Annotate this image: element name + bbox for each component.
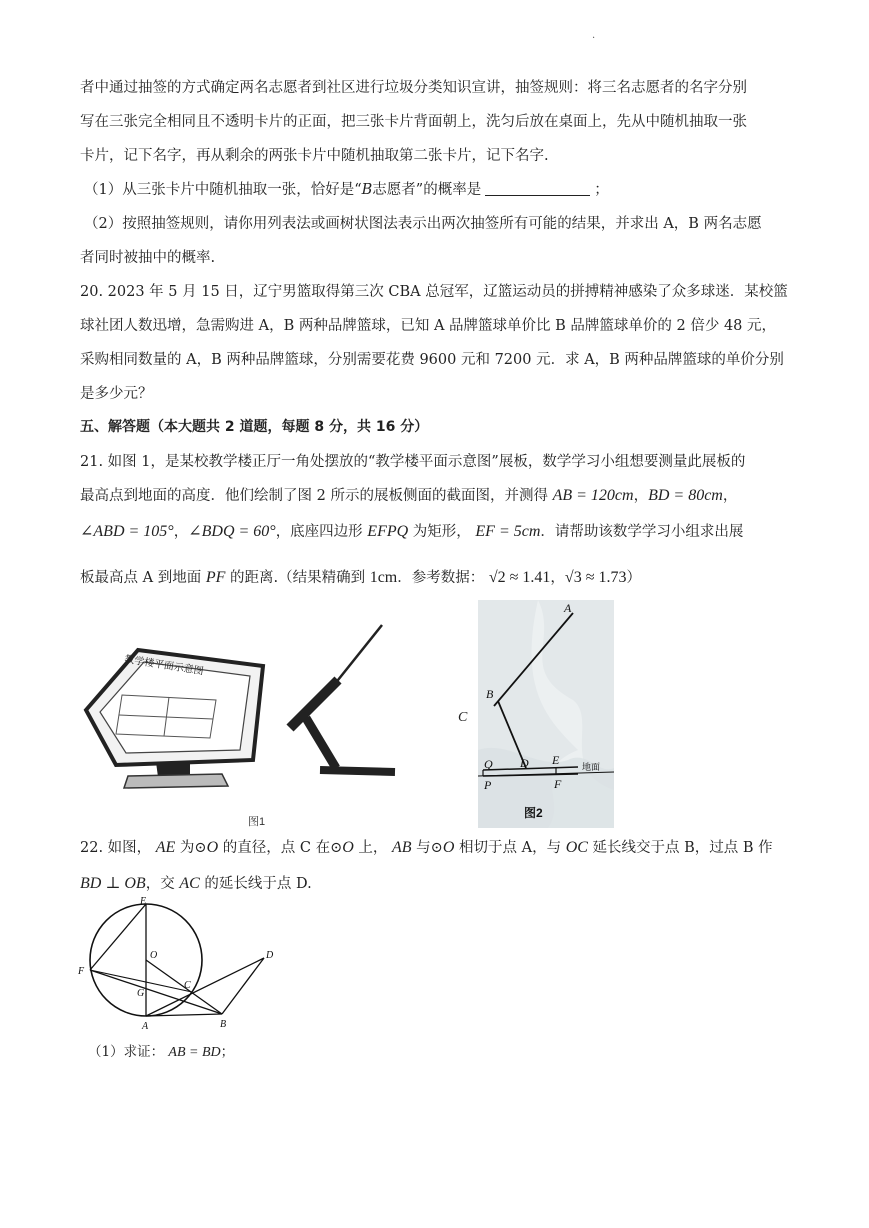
q19-line-3: 卡片，记下名字，再从剩余的两张卡片中随机抽取第二张卡片，记下名字. (80, 148, 549, 164)
q22-text-a: 22. 如图， (80, 840, 156, 856)
label-g: G (137, 988, 145, 999)
segment-fe (90, 904, 146, 970)
q21-line-3-mid: ，底座四边形 (275, 524, 368, 540)
board-base (124, 774, 228, 788)
q21-sep-2: ， (173, 524, 189, 540)
q20-line-4: 是多少元？ (80, 386, 153, 402)
q21-line-4-b: 的距离.（结果精确到 (225, 570, 370, 586)
q19-part2-line-1: （2）按照抽签规则，请你用列表法或画树状图法表示出两次抽签所有可能的结果，并求出 A，B 两名志愿 (84, 216, 762, 232)
q21-line-4-c: ．参考数据： (397, 570, 489, 586)
figure-circle-diagram (74, 896, 284, 1036)
q20-line-2: 球社团人数迅增，急需购进 A，B 两种品牌篮球，已知 A 品牌篮球单价比 B 品牌篮球单价的 2 倍少 48 元， (80, 318, 777, 334)
q22-text-d: 上， (353, 840, 393, 856)
label-q: Q (484, 757, 493, 771)
q22-text-e: 与⊙ (411, 840, 443, 856)
figure-1-side-view (270, 620, 400, 795)
label-f: F (78, 966, 85, 977)
label-b: B (220, 1019, 227, 1030)
side-stand (306, 718, 336, 768)
figure-2-diagram (478, 600, 614, 828)
q22-o-2: O (342, 839, 354, 856)
q21-angle-bdq: ∠BDQ = 60° (188, 523, 276, 540)
q22-bd-perp: BD ⊥ OB (80, 875, 146, 892)
q21-line-3-mid2: 为矩形， (408, 524, 476, 540)
q22-text-c: 的直径，点 C 在⊙ (218, 840, 343, 856)
board-title: 教学楼平面示意图 (123, 654, 205, 678)
side-board-panel (290, 680, 338, 728)
q19-part2-line-2: 者同时被抽中的概率. (80, 250, 216, 266)
label-p: P (484, 778, 492, 792)
q22-o: O (206, 839, 219, 856)
label-d: D (266, 950, 274, 961)
answer-blank[interactable] (485, 180, 590, 196)
q22-text-h: ，交 (145, 876, 180, 892)
q21-ef: EF = 5cm (475, 523, 541, 540)
q21-line-3-end: ．请帮助该数学学习小组求出展 (540, 524, 744, 540)
label-b: B (486, 687, 494, 701)
q22-line-1 (80, 836, 773, 857)
q21-sep-3: ， (550, 570, 565, 586)
q20-line-3: 采购相同数量的 A，B 两种品牌篮球，分别需要花费 9600 元和 7200 元．求 A，B 两种品牌篮球的单价分别 (80, 352, 784, 368)
q20-line-1: 20. 2023 年 5 月 15 日，辽宁男篮取得第三次 CBA 总冠军，辽篮运动员的拼搏精神感染了众多球迷．某校篮 (80, 284, 788, 300)
q21-angle-abd: ∠ABD = 105° (80, 523, 174, 540)
q19-part1-end: ； (594, 182, 609, 198)
label-e: E (140, 896, 147, 907)
figure-2-caption: 图2 (524, 806, 543, 820)
q21-pf: PF (205, 569, 226, 586)
q21-bd: BD = 80cm (648, 487, 723, 504)
q22-text-g: 延长线交于点 B，过点 B 作 (587, 840, 773, 856)
q19-part1-suffix: 志愿者”的概率是 (372, 182, 482, 198)
q19-line-2: 写在三张完全相同且不透明卡片的正面，把三张卡片背面朝上，洗匀后放在桌面上，先从中随机抽取一张 (80, 114, 747, 130)
q22-part1-eq: AB = BD (168, 1045, 221, 1060)
page-top-mark: . (592, 30, 596, 41)
q21-line-2-end: ， (722, 488, 738, 504)
q21-line-1: 21. 如图 1，是某校教学楼正厅一角处摆放的“教学楼平面示意图”展板，数学学习小组想要测量此展板的 (80, 454, 746, 470)
q22-line-2 (80, 872, 312, 893)
q22-o-3: O (442, 839, 455, 856)
label-e: E (552, 753, 560, 767)
figure-1-board (78, 640, 268, 830)
label-c-outer: C (458, 710, 468, 725)
q21-line-4-end: ） (626, 570, 641, 586)
q22-part1-end: ； (220, 1044, 235, 1060)
section-heading: 五、解答题（本大题共 2 道题，每题 8 分，共 16 分） (80, 419, 429, 435)
q21-line-3 (80, 520, 743, 541)
label-o: O (150, 950, 158, 961)
segment-bd (222, 958, 264, 1014)
label-c: C (184, 980, 191, 991)
q21-unit: 1cm (369, 569, 398, 586)
q21-line-4-a: 板最高点 A 到地面 (80, 570, 206, 586)
label-a: A (142, 1021, 149, 1032)
q19-line-1: 者中通过抽签的方式确定两名志愿者到社区进行垃圾分类知识宣讲，抽签规则：将三名志愿者的名字分别 (80, 80, 747, 96)
q22-oc: OC (565, 839, 588, 856)
q21-efpq: EFPQ (367, 523, 409, 540)
figure-1-caption: 图1 (248, 816, 266, 828)
q21-ref-2: √3 ≈ 1.73 (564, 569, 627, 586)
q21-ab: AB = 120cm (552, 487, 634, 504)
side-base (320, 770, 395, 772)
q21-sep: ， (633, 488, 649, 504)
q22-ac: AC (179, 875, 200, 892)
q21-ref-1: √2 ≈ 1.41 (488, 569, 551, 586)
label-a: A (564, 601, 572, 615)
q22-text-b: 为⊙ (175, 840, 207, 856)
q22-ae: AE (155, 839, 176, 856)
q22-part1-prefix: （1）求证： (88, 1044, 169, 1060)
segment-fb (90, 970, 222, 1014)
q21-line-4 (80, 566, 641, 587)
segment-ad (146, 958, 264, 1016)
q21-line-2 (80, 484, 737, 505)
label-d: D (520, 756, 529, 770)
q22-text-i: 的延长线于点 D. (199, 876, 312, 892)
label-ground: 地面 (582, 763, 601, 773)
label-f: F (554, 777, 562, 791)
q21-line-2-text: 最高点到地面的高度．他们绘制了图 2 所示的展板侧面的截面图，并测得 (80, 488, 553, 504)
figure-2-photo (478, 600, 614, 828)
q19-part1-prefix: （1）从三张卡片中随机抽取一张，恰好是“ (84, 182, 362, 198)
q19-part1 (84, 178, 609, 199)
q22-ab: AB (392, 839, 412, 856)
q19-part1-var: B (361, 182, 373, 198)
q22-text-f: 相切于点 A，与 (454, 840, 566, 856)
q22-part1 (88, 1040, 234, 1061)
